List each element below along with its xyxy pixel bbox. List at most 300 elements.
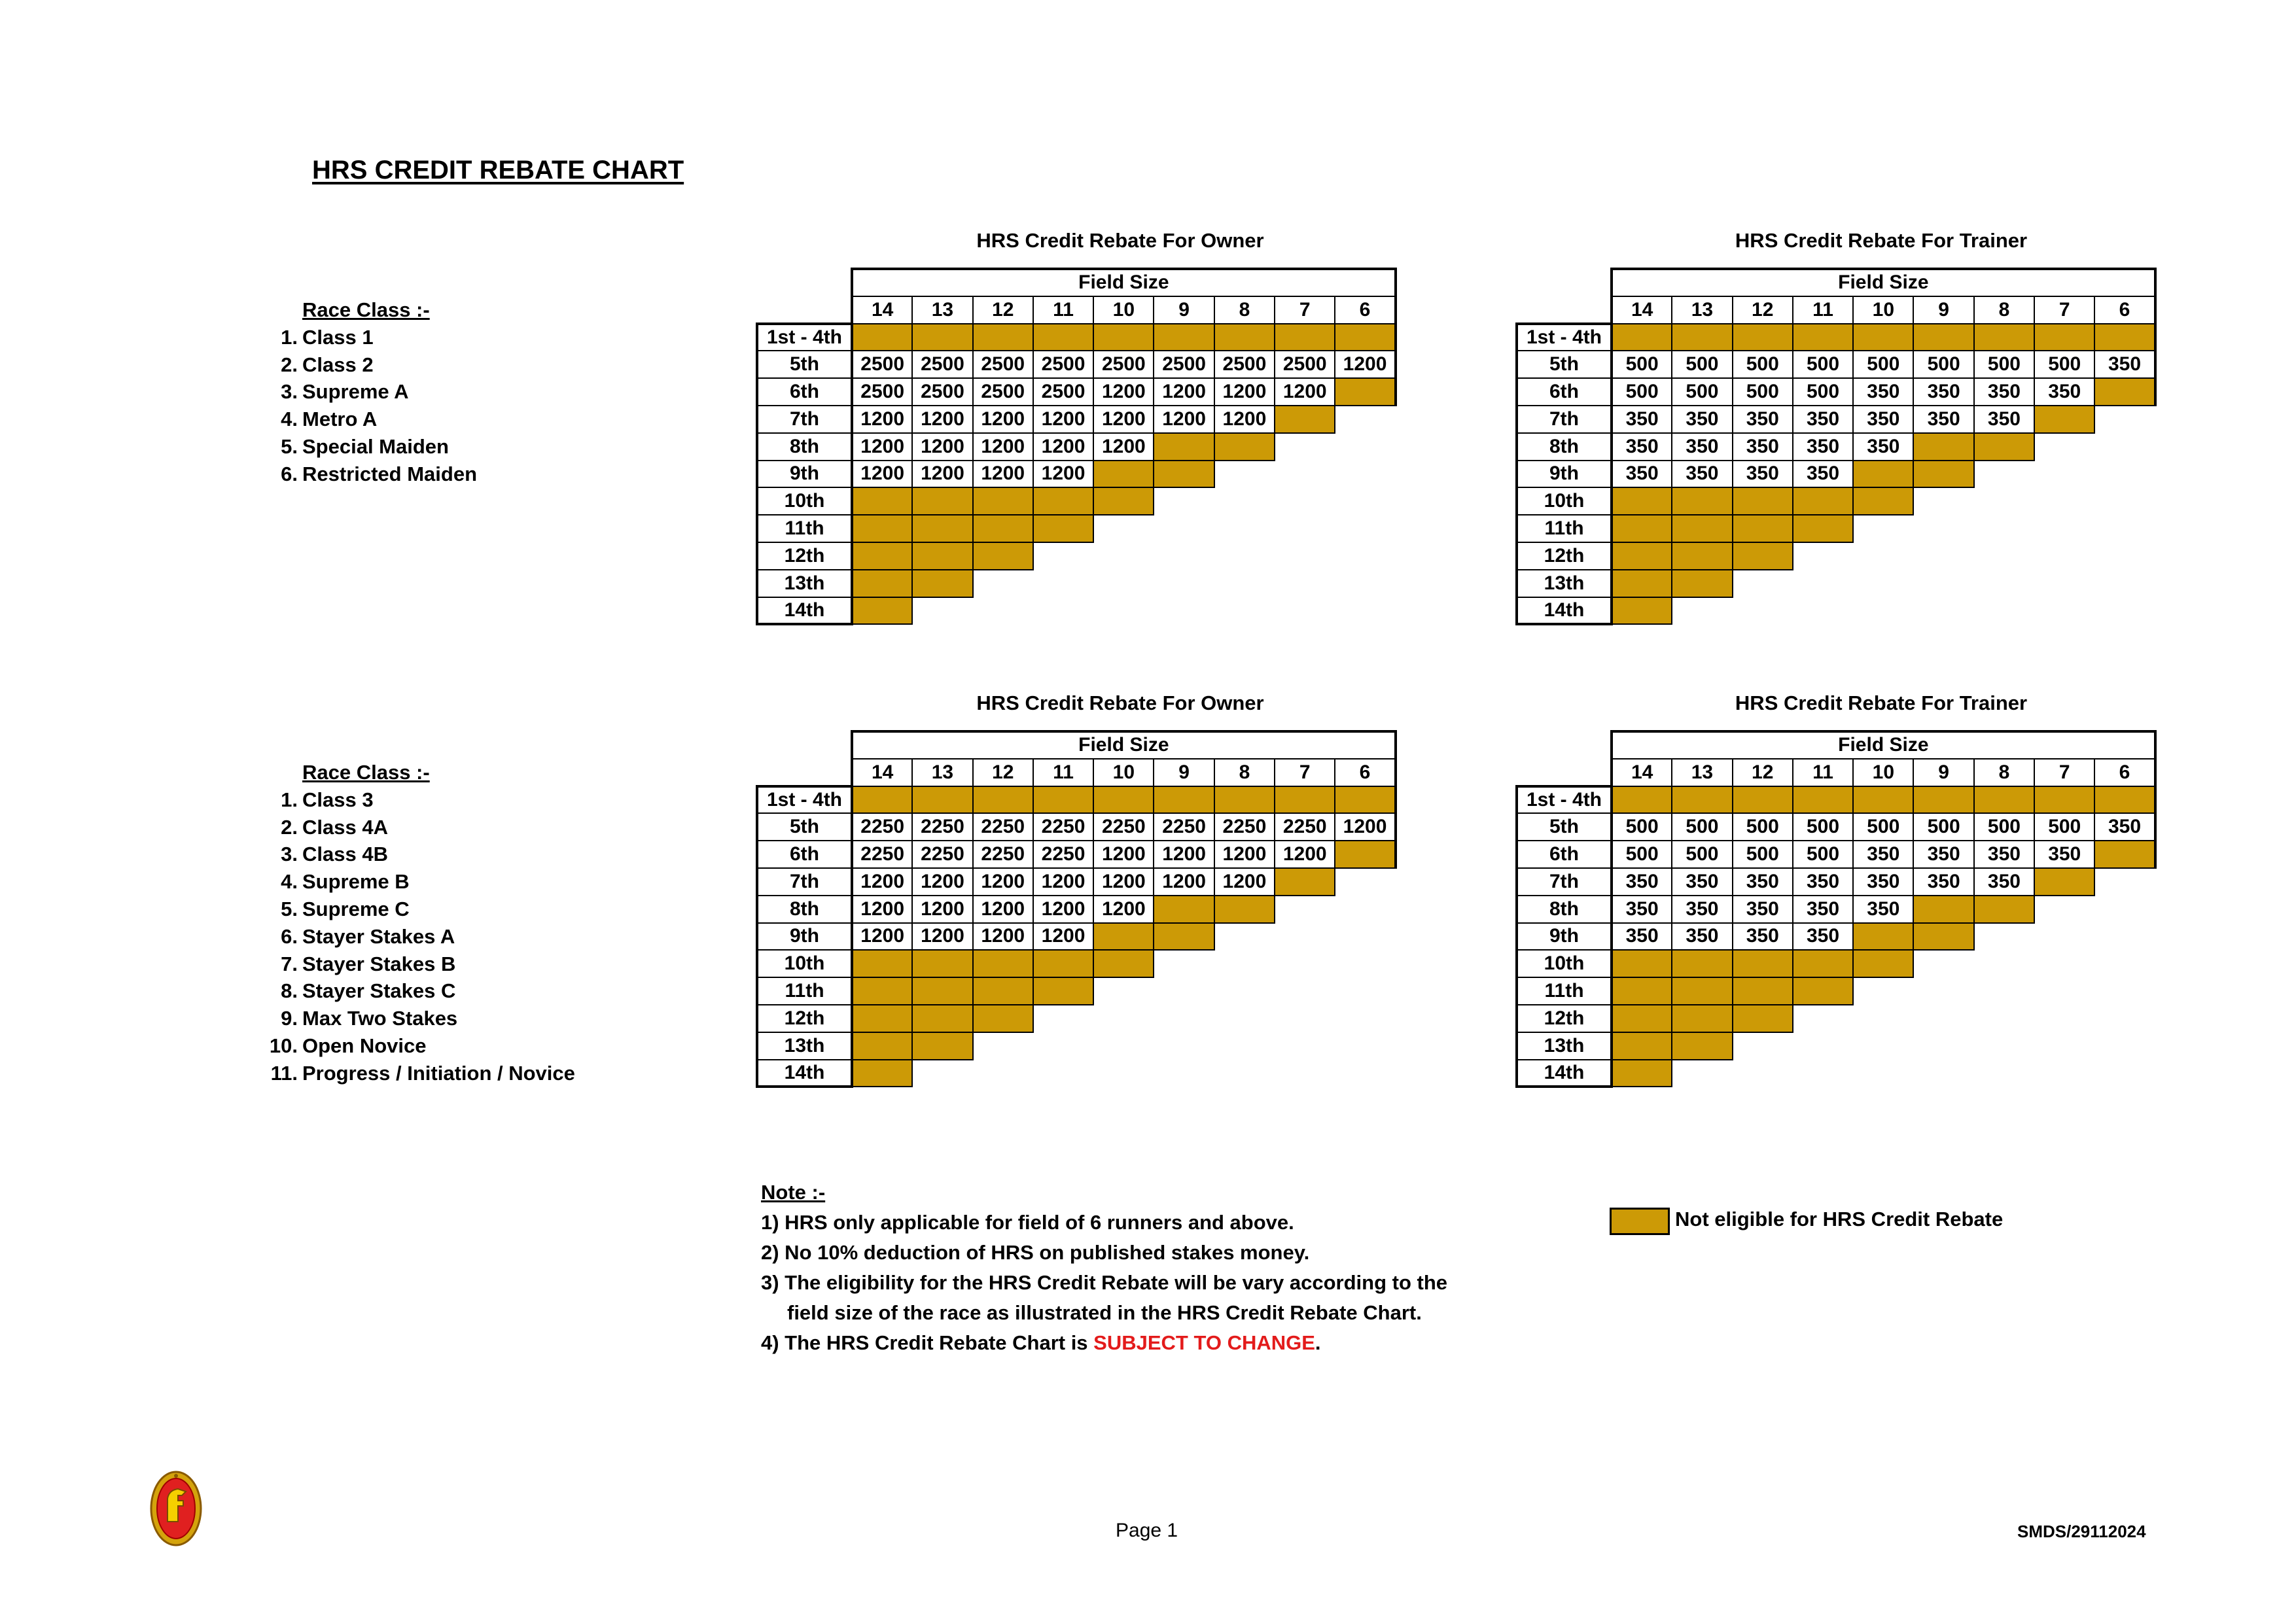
- rebate-value-cell: 1200: [1093, 406, 1154, 433]
- rebate-value-cell: 1200: [852, 868, 912, 896]
- rebate-value-cell: 1200: [1033, 433, 1093, 461]
- finish-position-cell: 9th: [1517, 461, 1612, 488]
- blank-cell: [1275, 896, 1335, 923]
- note-4: [761, 1328, 1447, 1358]
- rebate-value-cell: 500: [1974, 351, 2034, 378]
- race-class-item: [268, 1032, 575, 1060]
- rebate-value-cell: 1200: [1214, 868, 1275, 896]
- not-eligible-cell: [1733, 324, 1793, 351]
- rebate-value-cell: 500: [1612, 841, 1672, 868]
- finish-position-cell: 9th: [757, 923, 852, 951]
- not-eligible-cell: [1612, 1060, 1672, 1087]
- not-eligible-cell: [1793, 515, 1853, 542]
- not-eligible-cell: [1733, 515, 1793, 542]
- race-class-item: [268, 868, 575, 896]
- blank-cell: [1974, 977, 2034, 1005]
- rebate-value-cell: 500: [1853, 351, 1913, 378]
- not-eligible-cell: [852, 597, 912, 625]
- blank-cell: [2094, 868, 2155, 896]
- finish-position-cell: 12th: [1517, 542, 1612, 570]
- blank-cell: [1214, 597, 1275, 625]
- owner-rebate-table-1: [756, 268, 1397, 625]
- race-class-item: [268, 1060, 575, 1087]
- field-size-cell: 11: [1793, 759, 1853, 786]
- rebate-value-cell: 350: [1733, 406, 1793, 433]
- field-size-cell: 10: [1093, 296, 1154, 324]
- rebate-value-cell: 350: [1672, 433, 1732, 461]
- rebate-value-cell: 2250: [912, 841, 972, 868]
- not-eligible-cell: [1853, 324, 1913, 351]
- race-class-number: 3.: [281, 843, 298, 866]
- finish-position-cell: 7th: [757, 406, 852, 433]
- not-eligible-cell: [1093, 786, 1154, 814]
- rebate-value-cell: 350: [1853, 896, 1913, 923]
- blank-cell: [1853, 977, 1913, 1005]
- field-size-cell: 10: [1853, 296, 1913, 324]
- rebate-value-cell: 350: [1733, 896, 1793, 923]
- finish-position-cell: 8th: [757, 896, 852, 923]
- not-eligible-cell: [1853, 487, 1913, 515]
- blank-cell: [1275, 1032, 1335, 1060]
- blank-cell: [2094, 923, 2155, 951]
- finish-position-cell: 8th: [757, 433, 852, 461]
- blank-cell: [2034, 542, 2094, 570]
- rebate-value-cell: 350: [2094, 351, 2155, 378]
- race-class-item: [268, 406, 477, 433]
- race-class-item: [268, 814, 575, 841]
- field-size-cell: 12: [1733, 759, 1793, 786]
- owner-heading-1: HRS Credit Rebate For Owner: [976, 229, 1264, 252]
- race-class-name: Supreme C: [302, 897, 410, 920]
- not-eligible-cell: [1853, 461, 1913, 488]
- trainer-heading-1: HRS Credit Rebate For Trainer: [1735, 229, 2028, 252]
- rebate-value-cell: 2250: [1275, 813, 1335, 841]
- blank-cell: [1913, 570, 1973, 597]
- blank-cell: [1214, 1060, 1275, 1087]
- blank-cell: [1275, 487, 1335, 515]
- not-eligible-cell: [1672, 487, 1732, 515]
- blank-cell: [1033, 1005, 1093, 1032]
- blank-cell: [1275, 1005, 1335, 1032]
- rebate-value-cell: 500: [1672, 841, 1732, 868]
- not-eligible-cell: [2034, 868, 2094, 896]
- blank-cell: [1093, 1060, 1154, 1087]
- not-eligible-cell: [1672, 1005, 1732, 1032]
- race-class-item: [268, 378, 477, 406]
- not-eligible-cell: [2094, 841, 2155, 868]
- not-eligible-cell: [1733, 786, 1793, 814]
- blank-cell: [1793, 542, 1853, 570]
- rebate-value-cell: 350: [1672, 896, 1732, 923]
- not-eligible-cell: [1612, 515, 1672, 542]
- finish-position-cell: 13th: [1517, 570, 1612, 597]
- rebate-value-cell: 1200: [973, 868, 1033, 896]
- blank-cell: [2034, 950, 2094, 977]
- rebate-value-cell: 1200: [973, 461, 1033, 488]
- not-eligible-cell: [1093, 461, 1154, 488]
- race-class-number: 1.: [281, 788, 298, 811]
- blank-cell: [1335, 868, 1395, 896]
- race-class-number: 1.: [281, 325, 298, 349]
- rebate-value-cell: 1200: [912, 433, 972, 461]
- not-eligible-cell: [1913, 896, 1973, 923]
- blank-cell: [1335, 515, 1395, 542]
- blank-cell: [1913, 515, 1973, 542]
- not-eligible-cell: [1612, 570, 1672, 597]
- rebate-value-cell: 500: [1672, 813, 1732, 841]
- blank-cell: [2094, 1060, 2155, 1087]
- not-eligible-cell: [2034, 786, 2094, 814]
- rebate-value-cell: 1200: [973, 923, 1033, 951]
- rebate-value-cell: 500: [1793, 351, 1853, 378]
- rebate-value-cell: 500: [1612, 351, 1672, 378]
- finish-position-cell: 11th: [757, 977, 852, 1005]
- blank-cell: [1214, 542, 1275, 570]
- not-eligible-cell: [973, 487, 1033, 515]
- blank-cell: [1214, 977, 1275, 1005]
- rebate-value-cell: 350: [1733, 868, 1793, 896]
- blank-cell: [1793, 1005, 1853, 1032]
- blank-cell: [1154, 570, 1214, 597]
- finish-position-cell: 14th: [1517, 1060, 1612, 1087]
- rebate-value-cell: 350: [1853, 378, 1913, 406]
- not-eligible-cell: [1275, 868, 1335, 896]
- field-size-cell: 6: [2094, 296, 2155, 324]
- rebate-value-cell: 2250: [1214, 813, 1275, 841]
- blank-cell: [2094, 461, 2155, 488]
- not-eligible-cell: [1214, 896, 1275, 923]
- blank-cell: [1335, 542, 1395, 570]
- race-class-label: Race Class :-: [302, 761, 430, 784]
- blank-cell: [1033, 1060, 1093, 1087]
- not-eligible-cell: [973, 542, 1033, 570]
- blank-cell: [2094, 1032, 2155, 1060]
- legend-text: Not eligible for HRS Credit Rebate: [1675, 1208, 2004, 1230]
- field-size-cell: 12: [1733, 296, 1793, 324]
- rebate-value-cell: 350: [1793, 896, 1853, 923]
- blank-cell: [1033, 570, 1093, 597]
- rebate-value-cell: 1200: [1093, 433, 1154, 461]
- blank-cell: [1033, 542, 1093, 570]
- rebate-value-cell: 2500: [1154, 351, 1214, 378]
- finish-position-cell: 14th: [757, 597, 852, 625]
- not-eligible-cell: [1793, 977, 1853, 1005]
- race-class-list-2: [268, 759, 575, 1087]
- race-class-name: Supreme B: [302, 870, 410, 894]
- blank-cell: [1275, 433, 1335, 461]
- not-eligible-cell: [973, 786, 1033, 814]
- field-size-header: Field Size: [852, 269, 1396, 296]
- blank-cell: [2094, 1005, 2155, 1032]
- rebate-value-cell: 1200: [912, 896, 972, 923]
- blank-cell: [2034, 461, 2094, 488]
- blank-cell: [1913, 597, 1973, 625]
- blank-cell: [1214, 515, 1275, 542]
- blank-cell: [973, 597, 1033, 625]
- finish-position-cell: 7th: [1517, 868, 1612, 896]
- rebate-value-cell: 1200: [1093, 841, 1154, 868]
- rebate-value-cell: 1200: [1033, 868, 1093, 896]
- not-eligible-cell: [912, 570, 972, 597]
- blank-cell: [1335, 896, 1395, 923]
- rebate-value-cell: 500: [1853, 813, 1913, 841]
- rebate-value-cell: 350: [1853, 841, 1913, 868]
- not-eligible-cell: [912, 977, 972, 1005]
- rebate-value-cell: 350: [1612, 868, 1672, 896]
- not-eligible-cell: [1793, 487, 1853, 515]
- blank-cell: [1335, 1032, 1395, 1060]
- race-class-number: 2.: [281, 353, 298, 376]
- blank-cell: [1335, 950, 1395, 977]
- finish-position-cell: 9th: [1517, 923, 1612, 951]
- blank-cell: [1974, 1032, 2034, 1060]
- field-size-cell: 9: [1913, 296, 1973, 324]
- finish-position-cell: 13th: [757, 570, 852, 597]
- not-eligible-cell: [1612, 786, 1672, 814]
- blank-cell: [1335, 597, 1395, 625]
- rebate-value-cell: 2500: [973, 351, 1033, 378]
- rebate-value-cell: 350: [1853, 433, 1913, 461]
- finish-position-cell: 6th: [1517, 378, 1612, 406]
- rebate-value-cell: 2500: [912, 378, 972, 406]
- rebate-value-cell: 1200: [1033, 406, 1093, 433]
- blank-cell: [1913, 950, 1973, 977]
- race-class-number: 3.: [281, 380, 298, 404]
- not-eligible-cell: [1335, 786, 1395, 814]
- blank-cell: [1033, 597, 1093, 625]
- rebate-value-cell: 500: [1672, 378, 1732, 406]
- race-class-name: Open Novice: [302, 1034, 427, 1057]
- not-eligible-cell: [1913, 786, 1973, 814]
- blank-cell: [1335, 406, 1395, 433]
- not-eligible-cell: [852, 786, 912, 814]
- not-eligible-cell: [1913, 923, 1973, 951]
- race-class-item: [268, 351, 477, 379]
- not-eligible-cell: [1853, 786, 1913, 814]
- not-eligible-cell: [973, 515, 1033, 542]
- blank-cell: [1913, 542, 1973, 570]
- not-eligible-cell: [912, 950, 972, 977]
- blank-cell: [1154, 487, 1214, 515]
- blank-cell: [1974, 1005, 2034, 1032]
- blank-cell: [1974, 461, 2034, 488]
- blank-cell: [1733, 597, 1793, 625]
- blank-cell: [1335, 570, 1395, 597]
- not-eligible-cell: [1093, 923, 1154, 951]
- not-eligible-cell: [1033, 786, 1093, 814]
- owner-heading-2: HRS Credit Rebate For Owner: [976, 691, 1264, 714]
- finish-position-cell: 6th: [757, 841, 852, 868]
- not-eligible-cell: [2094, 378, 2155, 406]
- rebate-value-cell: 1200: [1033, 461, 1093, 488]
- blank-cell: [1913, 487, 1973, 515]
- not-eligible-cell: [912, 1032, 972, 1060]
- field-size-cell: 13: [1672, 296, 1732, 324]
- blank-cell: [1853, 1032, 1913, 1060]
- race-class-name: Special Maiden: [302, 434, 449, 458]
- blank-cell: [1974, 923, 2034, 951]
- not-eligible-cell: [1672, 570, 1732, 597]
- not-eligible-cell: [1733, 542, 1793, 570]
- blank-cell: [1913, 977, 1973, 1005]
- blank-cell: [973, 570, 1033, 597]
- blank-cell: [1913, 1060, 1973, 1087]
- trainer-heading-2: HRS Credit Rebate For Trainer: [1735, 691, 2028, 714]
- race-class-name: Max Two Stakes: [302, 1007, 458, 1030]
- blank-cell: [2094, 433, 2155, 461]
- not-eligible-cell: [2094, 786, 2155, 814]
- rebate-value-cell: 1200: [1335, 351, 1395, 378]
- blank-cell: [1275, 597, 1335, 625]
- blank-cell: [2034, 433, 2094, 461]
- document-reference: SMDS/29112024: [2017, 1522, 2146, 1541]
- blank-cell: [1733, 1032, 1793, 1060]
- rebate-value-cell: 1200: [973, 433, 1033, 461]
- blank-cell: [1853, 1005, 1913, 1032]
- not-eligible-cell: [1093, 324, 1154, 351]
- not-eligible-cell: [973, 324, 1033, 351]
- not-eligible-cell: [1093, 487, 1154, 515]
- not-eligible-cell: [1793, 324, 1853, 351]
- not-eligible-cell: [1154, 786, 1214, 814]
- field-size-cell: 8: [1974, 759, 2034, 786]
- field-size-cell: 14: [852, 759, 912, 786]
- race-class-name: Stayer Stakes B: [302, 952, 456, 975]
- not-eligible-cell: [1974, 433, 2034, 461]
- rebate-value-cell: 350: [1612, 896, 1672, 923]
- blank-cell: [1093, 1032, 1154, 1060]
- rebate-value-cell: 1200: [852, 461, 912, 488]
- rebate-value-cell: 1200: [852, 896, 912, 923]
- race-class-name: Metro A: [302, 408, 378, 431]
- blank-cell: [1214, 1032, 1275, 1060]
- not-eligible-cell: [1335, 841, 1395, 868]
- blank-cell: [2034, 896, 2094, 923]
- blank-cell: [1793, 1060, 1853, 1087]
- not-eligible-cell: [1672, 515, 1732, 542]
- field-size-cell: 7: [2034, 296, 2094, 324]
- club-crest-icon: [149, 1469, 203, 1551]
- rebate-value-cell: 1200: [1275, 378, 1335, 406]
- rebate-value-cell: 350: [1612, 461, 1672, 488]
- rebate-value-cell: 2250: [912, 813, 972, 841]
- race-class-number: 6.: [281, 462, 298, 485]
- finish-position-cell: 14th: [757, 1060, 852, 1087]
- blank-cell: [1275, 950, 1335, 977]
- finish-position-cell: 12th: [1517, 1005, 1612, 1032]
- field-size-cell: 14: [852, 296, 912, 324]
- blank-cell: [1335, 1060, 1395, 1087]
- field-size-cell: 14: [1612, 759, 1672, 786]
- race-class-number: 9.: [281, 1007, 298, 1030]
- race-class-item: [268, 977, 575, 1005]
- not-eligible-cell: [2034, 406, 2094, 433]
- not-eligible-cell: [973, 1005, 1033, 1032]
- blank-cell: [2034, 1060, 2094, 1087]
- rebate-value-cell: 2250: [973, 841, 1033, 868]
- notes-header: Note :-: [761, 1181, 826, 1204]
- rebate-value-cell: 1200: [1214, 378, 1275, 406]
- rebate-value-cell: 500: [1913, 813, 1973, 841]
- blank-cell: [1335, 433, 1395, 461]
- notes-block: [761, 1178, 1447, 1358]
- rebate-value-cell: 1200: [1154, 378, 1214, 406]
- blank-cell: [2094, 896, 2155, 923]
- blank-cell: [1154, 1032, 1214, 1060]
- not-eligible-cell: [912, 324, 972, 351]
- rebate-value-cell: 1200: [973, 406, 1033, 433]
- legend-swatch: [1610, 1208, 1670, 1235]
- field-size-cell: 12: [973, 759, 1033, 786]
- rebate-value-cell: 500: [1733, 841, 1793, 868]
- race-class-name: Stayer Stakes C: [302, 979, 456, 1003]
- not-eligible-cell: [1335, 378, 1395, 406]
- not-eligible-cell: [1672, 977, 1732, 1005]
- not-eligible-cell: [1974, 324, 2034, 351]
- rebate-value-cell: 500: [1974, 813, 2034, 841]
- rebate-value-cell: 350: [1793, 461, 1853, 488]
- rebate-value-cell: 2250: [852, 841, 912, 868]
- race-class-number: 10.: [269, 1034, 298, 1057]
- race-class-list-1: [268, 296, 477, 488]
- rebate-value-cell: 1200: [1033, 896, 1093, 923]
- not-eligible-cell: [1672, 786, 1732, 814]
- rebate-value-cell: 1200: [1093, 896, 1154, 923]
- rebate-value-cell: 500: [1612, 813, 1672, 841]
- not-eligible-cell: [912, 542, 972, 570]
- not-eligible-cell: [1612, 1032, 1672, 1060]
- blank-cell: [1093, 570, 1154, 597]
- note-3-continued: field size of the race as illustrated in the HRS Credit Rebate Chart.: [787, 1301, 1422, 1324]
- finish-position-cell: 5th: [757, 813, 852, 841]
- race-class-number: 4.: [281, 408, 298, 431]
- field-size-cell: 13: [912, 296, 972, 324]
- not-eligible-cell: [1033, 324, 1093, 351]
- rebate-value-cell: 1200: [912, 406, 972, 433]
- not-eligible-cell: [1974, 786, 2034, 814]
- field-size-cell: 8: [1214, 759, 1275, 786]
- blank-cell: [1913, 1005, 1973, 1032]
- rebate-value-cell: 350: [1853, 406, 1913, 433]
- rebate-value-cell: 350: [1733, 461, 1793, 488]
- blank-cell: [1733, 1060, 1793, 1087]
- not-eligible-cell: [912, 786, 972, 814]
- blank-cell: [1033, 1032, 1093, 1060]
- rebate-value-cell: 1200: [1335, 813, 1395, 841]
- blank-cell: [1154, 1060, 1214, 1087]
- race-class-name: Class 4A: [302, 815, 388, 839]
- not-eligible-cell: [1672, 542, 1732, 570]
- field-size-header: Field Size: [1612, 731, 2155, 759]
- race-class-item: [268, 1005, 575, 1032]
- blank-cell: [1275, 515, 1335, 542]
- not-eligible-cell: [852, 542, 912, 570]
- not-eligible-cell: [1214, 786, 1275, 814]
- subject-to-change-text: SUBJECT TO CHANGE: [1093, 1331, 1315, 1354]
- finish-position-cell: 5th: [1517, 813, 1612, 841]
- finish-position-cell: 5th: [1517, 351, 1612, 378]
- blank-cell: [1853, 542, 1913, 570]
- not-eligible-cell: [1335, 324, 1395, 351]
- not-eligible-cell: [1154, 923, 1214, 951]
- blank-cell: [1335, 461, 1395, 488]
- blank-cell: [1093, 597, 1154, 625]
- race-class-number: 4.: [281, 870, 298, 894]
- rebate-value-cell: 500: [2034, 813, 2094, 841]
- race-class-item: [268, 951, 575, 978]
- rebate-value-cell: 350: [2094, 813, 2155, 841]
- rebate-value-cell: 350: [1793, 868, 1853, 896]
